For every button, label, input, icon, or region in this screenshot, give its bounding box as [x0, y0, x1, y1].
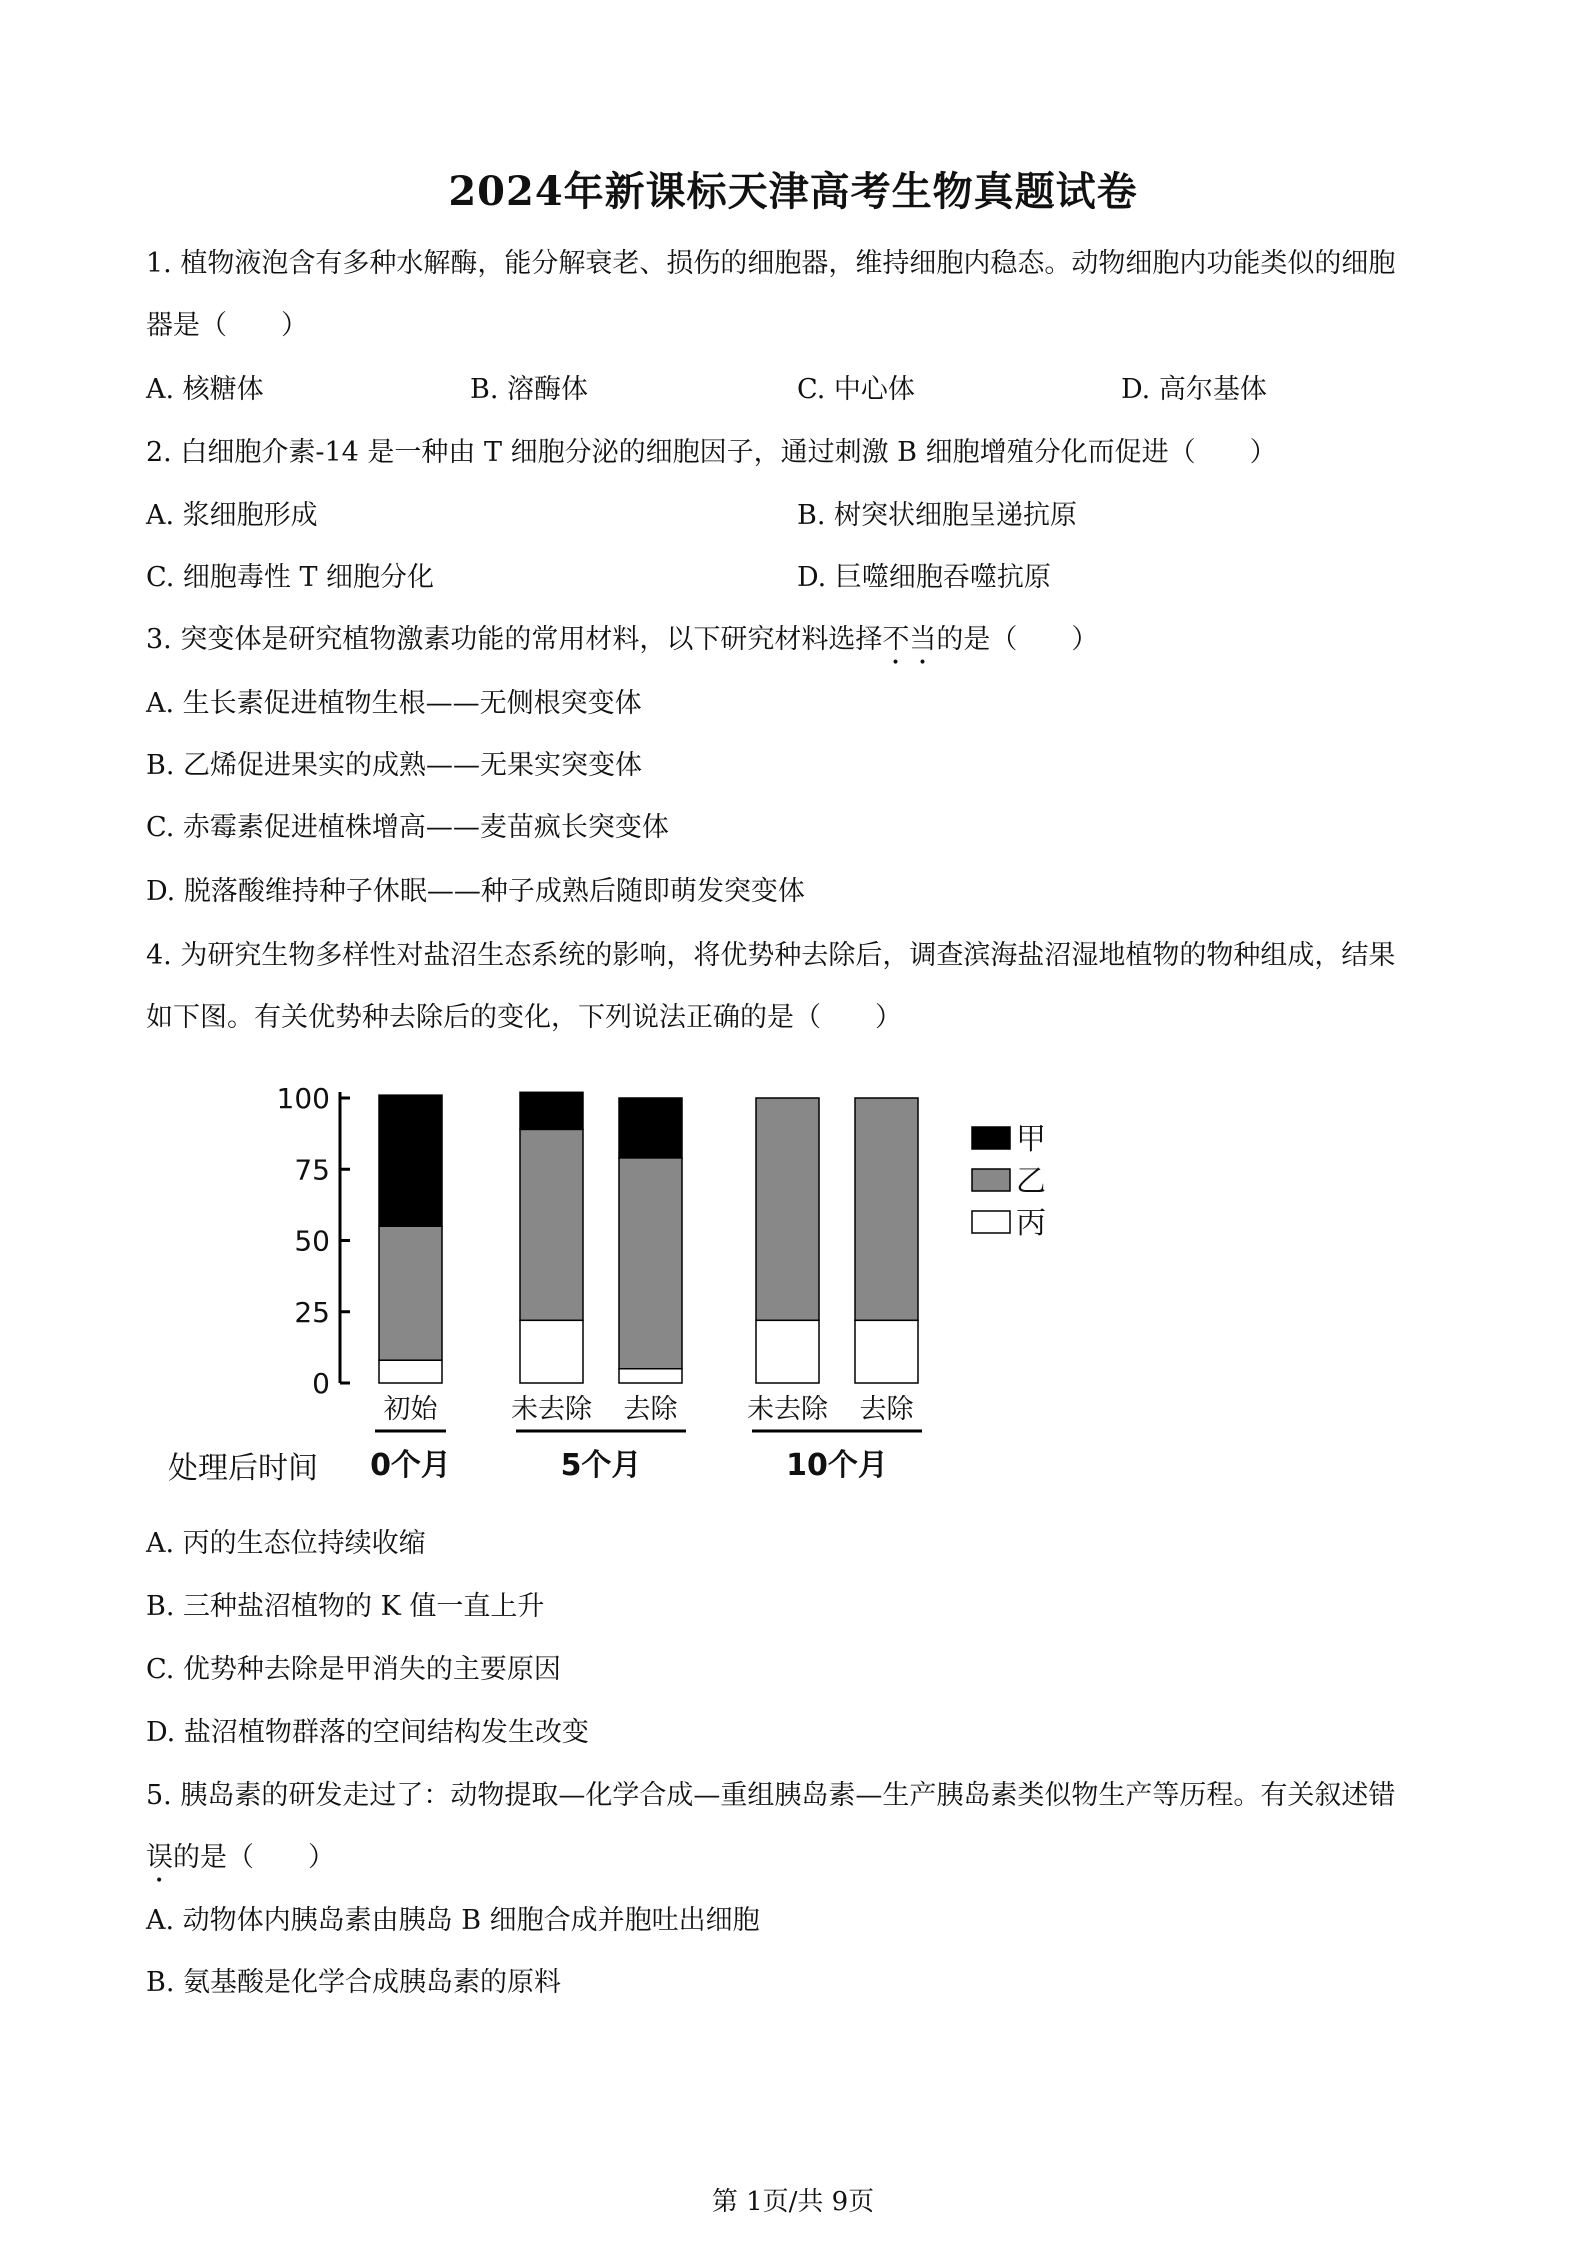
q5-stem-line-1: 5. 胰岛素的研发走过了：动物提取—化学合成—重组胰岛素—生产胰岛素类似物生产等历程。有关叙述错: [146, 1780, 1396, 1811]
q5-stem-suffix: 的是（ ）: [173, 1842, 335, 1873]
legend-swatch-甲: [972, 1127, 1010, 1149]
page-title: 2024年新课标天津高考生物真题试卷: [448, 168, 1138, 215]
q2-option-b: B. 树突状细胞呈递抗原: [797, 500, 1078, 531]
q2-option-d: D. 巨噬细胞吞噬抗原: [797, 562, 1051, 593]
legend-swatch-乙: [972, 1169, 1010, 1191]
y-tick-label-25: 25: [294, 1295, 330, 1329]
bar-0-乙: [379, 1226, 442, 1360]
q3-option-b: B. 乙烯促进果实的成熟——无果实突变体: [146, 750, 643, 781]
q3-option-c: C. 赤霉素促进植株增高——麦苗疯长突变体: [146, 812, 669, 843]
q1-option-a: A. 核糖体: [146, 374, 264, 405]
y-tick-label-75: 75: [294, 1153, 330, 1187]
category-label-2: 去除: [623, 1394, 678, 1425]
group-label-0: 0个月: [370, 1448, 451, 1483]
q4-option-d: D. 盐沼植物群落的空间结构发生改变: [146, 1717, 589, 1748]
bar-1-乙: [520, 1129, 583, 1320]
group-label-2: 10个月: [786, 1448, 888, 1483]
q5-stem-line-2: [146, 1838, 335, 1889]
legend-swatch-丙: [972, 1211, 1010, 1233]
bar-4-乙: [855, 1098, 918, 1320]
q3-stem-text: 3. 突变体是研究植物激素功能的常用材料，以下研究材料选择: [146, 624, 883, 655]
q3-stem-suffix: 的是（ ）: [936, 624, 1099, 655]
category-label-0: 初始: [383, 1394, 438, 1425]
q4-option-b: B. 三种盐沼植物的 K 值一直上升: [146, 1591, 545, 1622]
q1-option-b: B. 溶酶体: [470, 374, 589, 405]
q2-option-a: A. 浆细胞形成: [146, 500, 318, 531]
q4-option-a: A. 丙的生态位持续收缩: [146, 1528, 426, 1559]
q3-stem-emphasis: 不当: [882, 624, 937, 655]
x-axis-label: 处理后时间: [168, 1451, 318, 1486]
q4-stem-line-1: 4. 为研究生物多样性对盐沼生态系统的影响，将优势种去除后，调查滨海盐沼湿地植物的物种组成，结果: [146, 940, 1396, 971]
q4-stem-line-2: 如下图。有关优势种去除后的变化，下列说法正确的是（ ）: [146, 1002, 902, 1033]
legend-label-乙: 乙: [1016, 1164, 1046, 1199]
q5-option-a: A. 动物体内胰岛素由胰岛 B 细胞合成并胞吐出细胞: [146, 1905, 760, 1936]
q5-stem-emphasis: 误: [146, 1842, 173, 1873]
q1-option-c: C. 中心体: [797, 374, 915, 405]
bar-0-甲: [379, 1095, 442, 1226]
category-label-3: 未去除: [747, 1394, 828, 1425]
legend-label-甲: 甲: [1016, 1122, 1046, 1157]
bar-1-丙: [520, 1320, 583, 1383]
q1-stem-line-2: 器是（ ）: [146, 310, 308, 341]
category-label-1: 未去除: [511, 1394, 592, 1425]
bar-3-丙: [756, 1320, 819, 1383]
species-composition-chart: [150, 1065, 1070, 1495]
bar-2-甲: [619, 1098, 682, 1158]
bar-3-乙: [756, 1098, 819, 1320]
q5-option-b: B. 氨基酸是化学合成胰岛素的原料: [146, 1967, 562, 1998]
q4-option-c: C. 优势种去除是甲消失的主要原因: [146, 1654, 561, 1685]
q2-stem: 2. 白细胞介素-14 是一种由 T 细胞分泌的细胞因子，通过刺激 B 细胞增殖分化而促进（ ）: [146, 437, 1277, 468]
q3-option-d: D. 脱落酸维持种子休眠——种子成熟后随即萌发突变体: [146, 876, 805, 907]
bar-2-乙: [619, 1158, 682, 1369]
bar-4-丙: [855, 1320, 918, 1383]
legend-label-丙: 丙: [1016, 1206, 1046, 1241]
group-label-1: 5个月: [560, 1448, 642, 1483]
y-tick-label-100: 100: [276, 1082, 330, 1115]
q3-stem: [146, 620, 1098, 671]
q2-option-c: C. 细胞毒性 T 细胞分化: [146, 562, 435, 593]
q1-option-d: D. 高尔基体: [1121, 374, 1267, 405]
bar-0-丙: [379, 1360, 442, 1383]
y-tick-label-0: 0: [312, 1367, 330, 1400]
bar-2-丙: [619, 1369, 682, 1383]
y-tick-label-50: 50: [294, 1224, 330, 1258]
page-footer: 第 1页/共 9页: [711, 2187, 875, 2217]
q1-stem-line-1: 1. 植物液泡含有多种水解酶，能分解衰老、损伤的细胞器，维持细胞内稳态。动物细胞内功能类似的细胞: [146, 248, 1396, 279]
bar-1-甲: [520, 1092, 583, 1129]
category-label-4: 去除: [859, 1394, 914, 1425]
q3-option-a: A. 生长素促进植物生根——无侧根突变体: [146, 688, 642, 719]
